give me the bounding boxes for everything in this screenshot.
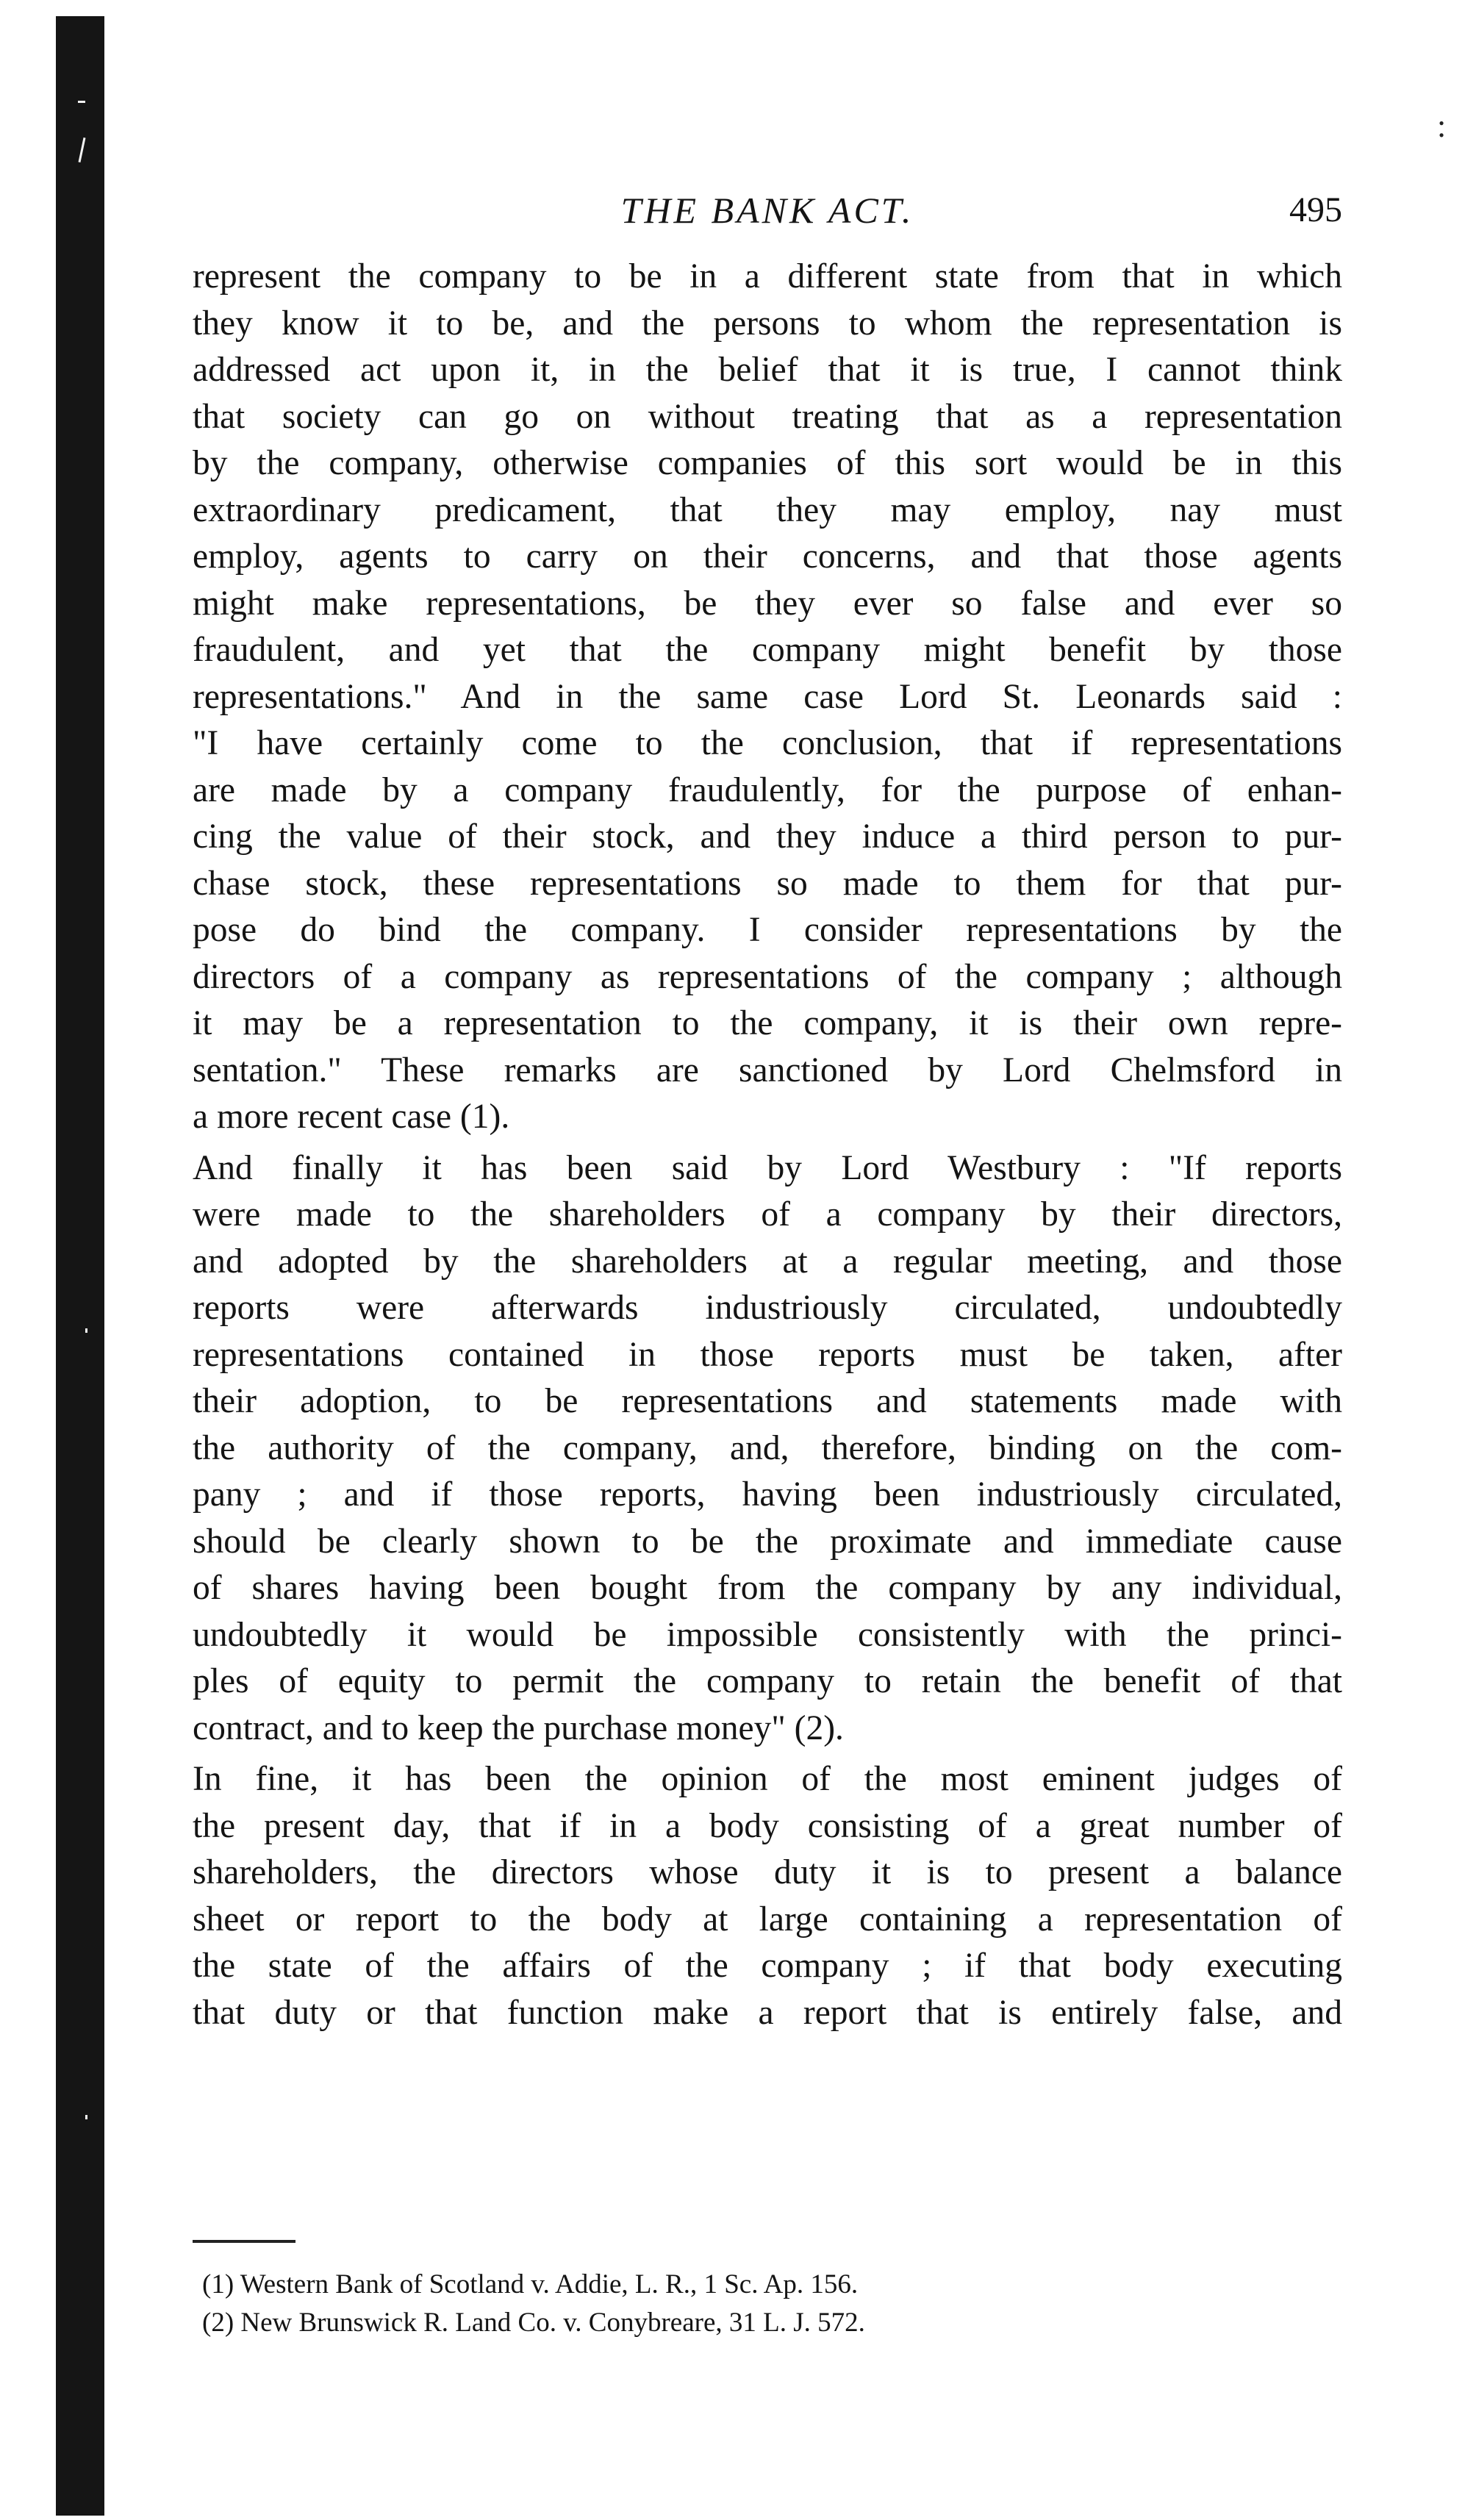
margin-mark: : [1437, 108, 1447, 144]
text-line: undoubtedly it would be impossible consistently with the princi- [193, 1615, 1342, 1654]
text-line: "I have certainly come to the conclusion, that if representations [193, 724, 1342, 762]
spine-scratch-mark [85, 2115, 87, 2119]
book-spine-edge [56, 16, 104, 2516]
footnote-1: (1) Western Bank of Scotland v. Addie, L. R., 1 Sc. Ap. 156. [202, 2269, 859, 2299]
text-line: and adopted by the shareholders at a regular meeting, and those [193, 1242, 1342, 1281]
text-line: were made to the shareholders of a company by their directors, [193, 1195, 1342, 1234]
text-line: pany ; and if those reports, having been industriously circulated, [193, 1475, 1342, 1514]
text-line: might make representations, be they ever so false and ever so [193, 584, 1342, 623]
text-line: addressed act upon it, in the belief that it is true, I cannot think [193, 351, 1342, 389]
text-line: reports were afterwards industriously circulated, undoubtedly [193, 1289, 1342, 1327]
text-line: And finally it has been said by Lord Westbury : "If reports [193, 1148, 1342, 1187]
text-line: representations contained in those reports must be taken, after [193, 1335, 1342, 1374]
text-line: that duty or that function make a report that is entirely false, and [193, 1993, 1342, 2032]
text-line: the authority of the company, and, therefore, binding on the com- [193, 1428, 1342, 1467]
text-line: ples of equity to permit the company to retain the benefit of that [193, 1662, 1342, 1700]
running-title: THE BANK ACT. [620, 190, 914, 231]
text-line: In fine, it has been the opinion of the most eminent judges of [193, 1760, 1342, 1798]
page-number: 495 [1289, 190, 1342, 229]
text-line: directors of a company as representations of the company ; although [193, 957, 1342, 996]
text-line: chase stock, these representations so made to them for that pur- [193, 864, 1342, 903]
text-line: the present day, that if in a body consisting of a great number of [193, 1806, 1342, 1845]
text-line: the state of the affairs of the company ; if that body executing [193, 1947, 1342, 1985]
text-line: that society can go on without treating that as a representation [193, 397, 1342, 436]
text-line: shareholders, the directors whose duty it is to present a balance [193, 1853, 1342, 1891]
text-line: their adoption, to be representations and statements made with [193, 1382, 1342, 1420]
text-line: fraudulent, and yet that the company might benefit by those [193, 631, 1342, 669]
text-line: sentation." These remarks are sanctioned by Lord Chelmsford in [193, 1050, 1342, 1089]
text-line: it may be a representation to the company, it is their own repre- [193, 1004, 1342, 1042]
text-line: cing the value of their stock, and they induce a third person to pur- [193, 817, 1342, 856]
text-line: contract, and to keep the purchase money" (2). [193, 1708, 844, 1747]
text-line: representations." And in the same case Lord St. Leonards said : [193, 677, 1342, 716]
text-line: pose do bind the company. I consider representations by the [193, 911, 1342, 949]
paragraph-container [193, 254, 1342, 2036]
text-line: sheet or report to the body at large containing a representation of [193, 1900, 1342, 1939]
text-line: extraordinary predicament, that they may employ, nay must [193, 490, 1342, 529]
text-line: should be clearly shown to be the proximate and immediate cause [193, 1522, 1342, 1561]
footnote-2: (2) New Brunswick R. Land Co. v. Conybreare, 31 L. J. 572. [202, 2308, 865, 2338]
text-line: are made by a company fraudulently, for the purpose of enhan- [193, 770, 1342, 809]
text-line: they know it to be, and the persons to whom the representation is [193, 304, 1342, 343]
body-text [193, 254, 1342, 2036]
text-line: of shares having been bought from the company by any individual, [193, 1569, 1342, 1607]
spine-scratch-mark [78, 101, 85, 103]
spine-scratch-mark [85, 1328, 87, 1333]
footnotes [202, 2266, 1319, 2342]
text-line: a more recent case (1). [193, 1098, 510, 1136]
text-line: represent the company to be in a different state from that in which [193, 257, 1342, 296]
text-line: by the company, otherwise companies of this sort would be in this [193, 444, 1342, 482]
text-line: employ, agents to carry on their concerns, and that those agents [193, 537, 1342, 576]
footnote-rule [193, 2240, 295, 2243]
spine-scratch-mark [78, 137, 85, 162]
page-header [193, 184, 1342, 237]
